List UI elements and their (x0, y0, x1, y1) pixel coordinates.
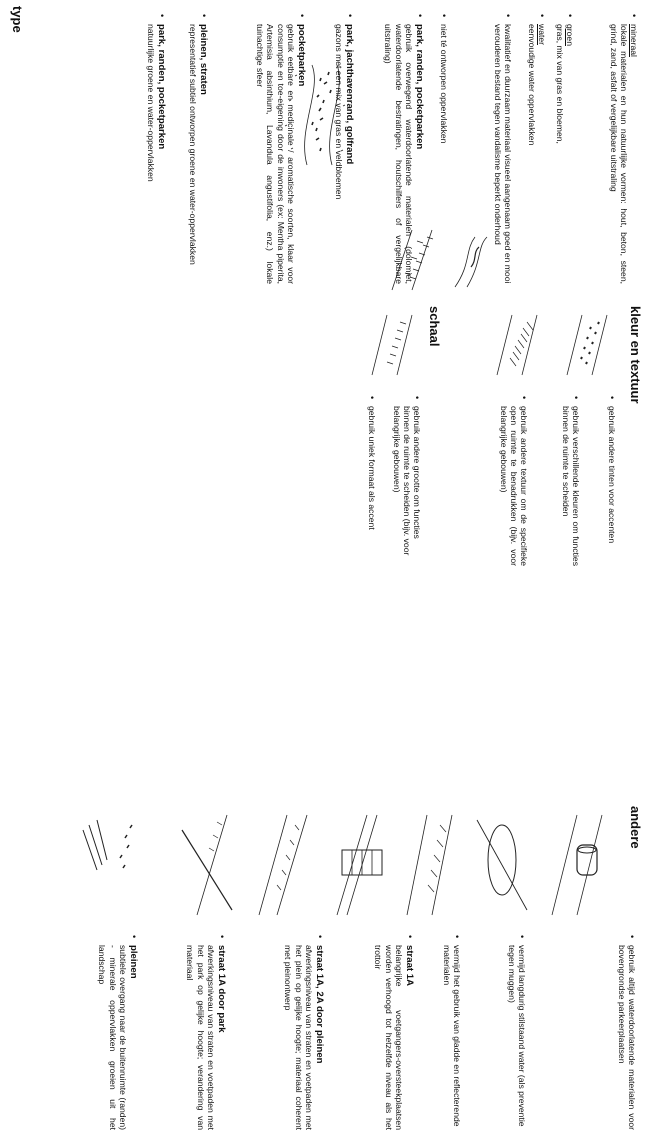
kleur-item-tinten: • gebruik andere tinten voor accenten (607, 396, 617, 566)
andere-item-straat-1a-park: • straat 1A door park afwerkingsniveau van straten en voetpaden met het park op gelijke hoogte; verandering van materiaal (185, 935, 227, 1130)
texture-kleur-hatch-illustration (487, 310, 547, 380)
kleur-item-kleuren: • gebruik verschillende kleuren om functies binnen de ruimte te scheiden (561, 396, 581, 566)
park-illustration (177, 810, 237, 920)
texture-water-illustration (447, 232, 497, 292)
kleur-title: kleur en textuur (628, 306, 643, 404)
andere-item-gladde-materialen: • vermijd het gebruik van gladde en reflecterende materialen (442, 935, 462, 1130)
crossing-illustration (327, 810, 397, 920)
andere-item-straat-1a-2a: • straat 1A, 2A door pleinen afwerkingsniveau van straten en voetpaden met het plein op gelijke hoogte; materiaal coherent met pleinontwerp (283, 935, 325, 1130)
type-item-park-randen: • park, randen, pocketparken gebruik overwegend waterdoorlatende materialen (dolomiet, waterdoorlatende bestratingen, houtschilfers of vergelijkbare uitstraling) (383, 14, 425, 284)
type-item-niet-te-ontworpen: • niet té ontworpen oppervlakken (439, 14, 449, 284)
kleur-schaal-section (0, 300, 647, 580)
type-item-kwalitatief: • kwalitatief en duurzaam materiaal visueel aangenaam goed en mooi verouderen bestand tegen vandalisme beperkt onderhoud (493, 14, 513, 284)
type-title: type (10, 6, 25, 33)
schaal-item-grootte: • gebruik andere grootte om functies binnen de ruimte te scheiden (bijv. voor belangrijke gebouwen) (391, 396, 422, 566)
andere-item-pleinen: • pleinen subtiele overgang naar de buitenruimte (randen) - minerale oppervlakken groeien uit het landschap (97, 935, 139, 1130)
andere-section (0, 800, 647, 1142)
texture-kleur-dots-illustration (557, 310, 617, 380)
texture-schaal-illustration (362, 310, 422, 380)
plein-illustration (257, 810, 317, 920)
type-item-water: • water eenvoudige water oppervlakken (527, 14, 547, 284)
water-puddle-illustration (467, 810, 537, 920)
type-item-mineraal: • mineraal lokale materialen en hun natuurlijke vormen: hout, beton, steen, grind, zand, asfalt of vergelijkbare uitstraling (608, 14, 639, 284)
type-item-park-randen-natuurlijk: • park, randen, pocketparken natuurlijke groene en water-oppervlakken (146, 14, 167, 284)
type-item-pleinen-straten: • pleinen, straten representatief subtiel ontworpen groene en water-oppervlakken (188, 14, 209, 284)
schaal-title: schaal (427, 306, 442, 347)
type-item-pocketparken: • pocketparken gebruik eetbare en medicinale / aromatische soorten, klaar voor consumptie en toe-eigening door de inwoners (ex: Mentha piperita, Artemisia absinthium, Lavandula angustifolia, enz.) lokale tuinachtige sfeer (255, 14, 307, 284)
pleinen-transition-illustration (77, 810, 147, 920)
schaal-item-uniek-formaat: • gebruik uniek formaat als accent (367, 396, 377, 566)
reflective-surface-illustration (402, 810, 462, 920)
parking-illustration (547, 810, 617, 920)
type-item-groen: • groen gras, mix van gras en bloemen, (555, 14, 575, 284)
type-item-jachthavenrand: • park, jachthavenrand, golfrand gazons met een mix van gras en veldbloemen (334, 14, 355, 284)
kleur-item-textuur: • gebruik andere textuur om de specifieke open ruimte te benadrukken (bijv. voor belangrijke gebouwen) (498, 396, 529, 566)
andere-title: andere (628, 806, 643, 849)
andere-item-stilstaand-water: • vermijd langdurig stilstaand water (als preventie tegen muggen) (507, 935, 527, 1130)
andere-item-parkeerplaatsen: • gebruik altijd waterdoorlatende materialen voor bovengrondse parkeerplaatsen (617, 935, 637, 1130)
andere-item-straat-1a: • straat 1A belangrijke voetgangers-oversteekplaatsen worden verhoogd tot hetzelfde niveau als het trottoir (373, 935, 415, 1130)
type-section (0, 0, 647, 300)
